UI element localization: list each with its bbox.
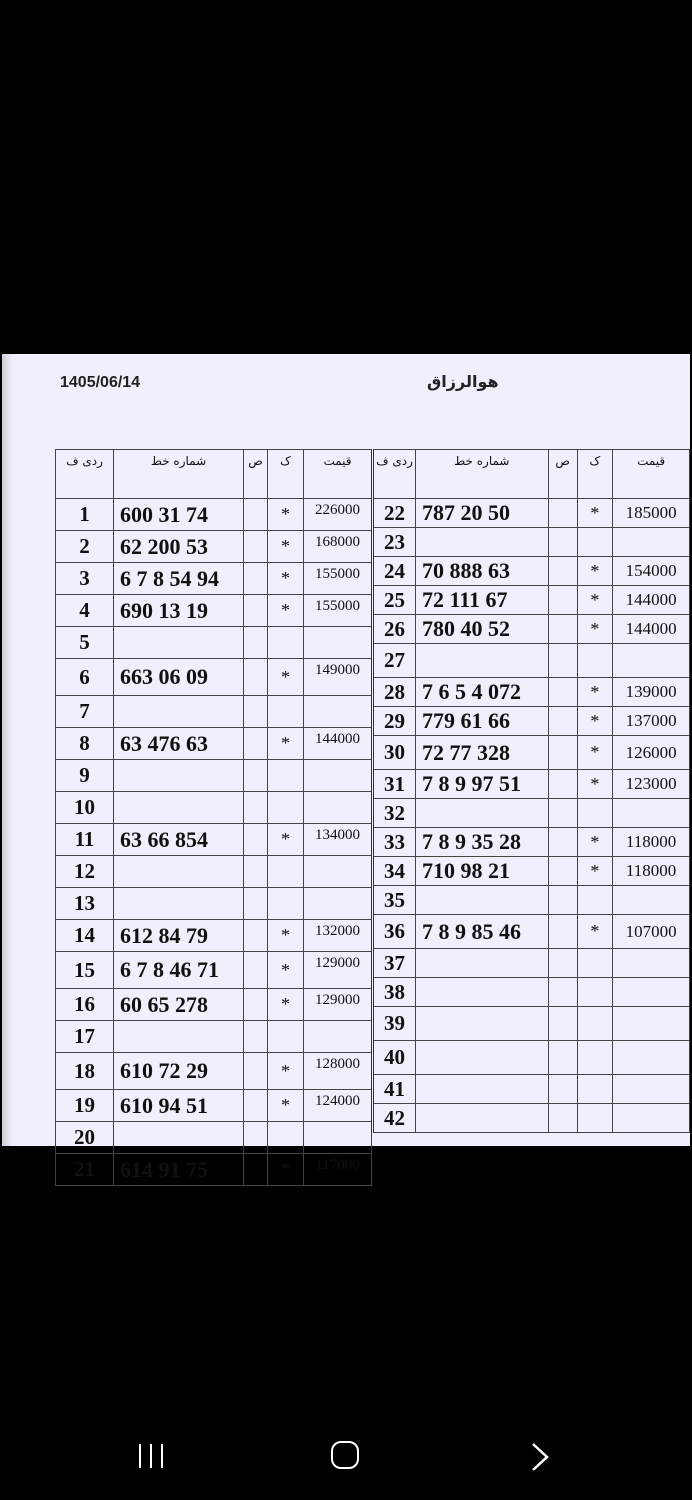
availability-mark [577, 1041, 613, 1075]
availability-mark [577, 978, 613, 1007]
table-row [373, 978, 690, 1007]
cell-s [244, 920, 268, 952]
paper-edge [2, 354, 12, 1146]
availability-mark [268, 792, 304, 824]
table-row [373, 736, 690, 770]
line-number: 610 72 29 [114, 1053, 244, 1090]
availability-mark: * [577, 828, 613, 857]
price-cell [613, 1007, 690, 1041]
price-cell: 129000 [304, 952, 372, 989]
price-cell: 149000 [304, 659, 372, 696]
availability-mark: * [577, 678, 613, 707]
system-navigation-bar [0, 1410, 692, 1500]
price-cell [304, 760, 372, 792]
line-number [415, 949, 548, 978]
line-number [415, 1007, 548, 1041]
table-row [373, 857, 690, 886]
cell-s [548, 799, 577, 828]
price-cell: 139000 [613, 678, 690, 707]
table-row [373, 707, 690, 736]
row-number: 12 [56, 856, 114, 888]
line-number: 7 8 9 97 51 [415, 770, 548, 799]
row-number: 20 [56, 1122, 114, 1154]
cell-s [244, 659, 268, 696]
row-number: 31 [373, 770, 416, 799]
price-cell: 168000 [304, 531, 372, 563]
availability-mark: * [268, 952, 304, 989]
line-number [415, 978, 548, 1007]
price-cell [304, 1021, 372, 1053]
availability-mark: * [268, 563, 304, 595]
price-cell [304, 1122, 372, 1154]
line-number: 7 6 5 4 072 [415, 678, 548, 707]
availability-mark [268, 760, 304, 792]
line-number: 70 888 63 [415, 557, 548, 586]
line-number: 779 61 66 [415, 707, 548, 736]
cell-s [244, 760, 268, 792]
table-header-row [56, 450, 372, 499]
table-row [373, 1041, 690, 1075]
availability-mark: * [268, 499, 304, 531]
header-k: ک [577, 450, 613, 499]
price-cell [613, 1075, 690, 1104]
cell-s [244, 531, 268, 563]
table-row [373, 1007, 690, 1041]
cell-s [244, 595, 268, 627]
availability-mark [577, 886, 613, 915]
table-row [56, 563, 372, 595]
row-number: 41 [373, 1075, 416, 1104]
cell-s [548, 857, 577, 886]
table-row [56, 659, 372, 696]
availability-mark: * [577, 557, 613, 586]
row-number: 42 [373, 1104, 416, 1133]
cell-s [244, 952, 268, 989]
cell-s [244, 989, 268, 1021]
availability-mark: * [577, 857, 613, 886]
availability-mark: * [268, 920, 304, 952]
price-cell [613, 1041, 690, 1075]
table-row [373, 499, 690, 528]
table-row [56, 595, 372, 627]
header-s: ص [548, 450, 577, 499]
row-number: 6 [56, 659, 114, 696]
row-number: 32 [373, 799, 416, 828]
price-cell: 107000 [613, 915, 690, 949]
row-number: 28 [373, 678, 416, 707]
line-number [114, 696, 244, 728]
row-number: 26 [373, 615, 416, 644]
cell-s [548, 736, 577, 770]
line-number: 787 20 50 [415, 499, 548, 528]
price-cell [613, 1104, 690, 1133]
price-cell: 126000 [613, 736, 690, 770]
cell-s [548, 707, 577, 736]
row-number: 40 [373, 1041, 416, 1075]
price-cell [613, 644, 690, 678]
table-row [56, 1021, 372, 1053]
row-number: 36 [373, 915, 416, 949]
header-row-number: ردی ف [373, 450, 416, 499]
availability-mark: * [268, 659, 304, 696]
document-date: 1405/06/14 [60, 374, 141, 391]
table-row [56, 1122, 372, 1154]
cell-s [244, 499, 268, 531]
cell-s [548, 770, 577, 799]
line-number [114, 760, 244, 792]
cell-s [548, 615, 577, 644]
row-number: 17 [56, 1021, 114, 1053]
availability-mark: * [268, 595, 304, 627]
availability-mark: * [268, 728, 304, 760]
availability-mark: * [268, 989, 304, 1021]
line-number [415, 1041, 548, 1075]
row-number: 10 [56, 792, 114, 824]
availability-mark [268, 1122, 304, 1154]
header-price: قیمت [613, 450, 690, 499]
table-row [373, 949, 690, 978]
line-number [415, 886, 548, 915]
cell-s [244, 792, 268, 824]
row-number: 22 [373, 499, 416, 528]
price-cell: 155000 [304, 595, 372, 627]
table-row [56, 1154, 372, 1186]
cell-s [548, 557, 577, 586]
table-row [56, 952, 372, 989]
home-icon[interactable] [331, 1441, 359, 1469]
table-row [56, 888, 372, 920]
cell-s [548, 499, 577, 528]
row-number: 16 [56, 989, 114, 1021]
line-number: 690 13 19 [114, 595, 244, 627]
row-number: 30 [373, 736, 416, 770]
table-row [373, 1104, 690, 1133]
table-row [373, 828, 690, 857]
price-cell: 226000 [304, 499, 372, 531]
line-number: 612 84 79 [114, 920, 244, 952]
cell-s [548, 586, 577, 615]
table-row [56, 989, 372, 1021]
cell-s [244, 563, 268, 595]
row-number: 7 [56, 696, 114, 728]
availability-mark [577, 1104, 613, 1133]
price-cell: 137000 [613, 707, 690, 736]
line-number: 63 66 854 [114, 824, 244, 856]
table-row [56, 728, 372, 760]
row-number: 14 [56, 920, 114, 952]
availability-mark: * [577, 499, 613, 528]
availability-mark: * [268, 824, 304, 856]
availability-mark: * [268, 1090, 304, 1122]
row-number: 21 [56, 1154, 114, 1186]
line-number [415, 1075, 548, 1104]
table-row [56, 856, 372, 888]
row-number: 24 [373, 557, 416, 586]
availability-mark: * [577, 915, 613, 949]
line-number [114, 627, 244, 659]
availability-mark [577, 799, 613, 828]
table-row [56, 920, 372, 952]
price-cell [613, 949, 690, 978]
price-cell: 117000 [304, 1154, 372, 1186]
table-row [56, 1053, 372, 1090]
price-cell [304, 627, 372, 659]
availability-mark: * [268, 1154, 304, 1186]
row-number: 5 [56, 627, 114, 659]
table-row [56, 1090, 372, 1122]
row-number: 23 [373, 528, 416, 557]
row-number: 38 [373, 978, 416, 1007]
row-number: 4 [56, 595, 114, 627]
price-cell: 154000 [613, 557, 690, 586]
row-number: 35 [373, 886, 416, 915]
availability-mark [268, 627, 304, 659]
row-number: 18 [56, 1053, 114, 1090]
line-number: 780 40 52 [415, 615, 548, 644]
table-row [373, 770, 690, 799]
header-line-number: شماره خط [114, 450, 244, 499]
table-row [56, 792, 372, 824]
line-number: 7 8 9 35 28 [415, 828, 548, 857]
availability-mark [268, 888, 304, 920]
price-cell: 144000 [613, 586, 690, 615]
table-row [373, 799, 690, 828]
line-number: 663 06 09 [114, 659, 244, 696]
line-number [114, 1021, 244, 1053]
availability-mark [577, 1075, 613, 1104]
price-cell [613, 799, 690, 828]
availability-mark [577, 644, 613, 678]
cell-s [548, 886, 577, 915]
table-row [56, 531, 372, 563]
line-number [114, 1122, 244, 1154]
availability-mark: * [577, 707, 613, 736]
row-number: 1 [56, 499, 114, 531]
document-heading: هوالرزاق [427, 372, 499, 391]
line-number [415, 644, 548, 678]
cell-s [244, 824, 268, 856]
row-number: 13 [56, 888, 114, 920]
cell-s [548, 1104, 577, 1133]
availability-mark [577, 949, 613, 978]
cell-s [548, 978, 577, 1007]
table-row [373, 886, 690, 915]
cell-s [548, 678, 577, 707]
line-number [415, 799, 548, 828]
row-number: 27 [373, 644, 416, 678]
availability-mark: * [268, 531, 304, 563]
line-number: 72 111 67 [415, 586, 548, 615]
row-number: 11 [56, 824, 114, 856]
row-number: 39 [373, 1007, 416, 1041]
price-cell [304, 856, 372, 888]
line-number: 62 200 53 [114, 531, 244, 563]
table-row [373, 1075, 690, 1104]
availability-mark [577, 1007, 613, 1041]
cell-s [244, 696, 268, 728]
line-number: 63 476 63 [114, 728, 244, 760]
cell-s [244, 728, 268, 760]
table-header-row [373, 450, 690, 499]
cell-s [244, 888, 268, 920]
row-number: 33 [373, 828, 416, 857]
cell-s [244, 1154, 268, 1186]
cell-s [548, 828, 577, 857]
price-table-left [55, 449, 372, 1186]
table-row [373, 528, 690, 557]
line-number [415, 528, 548, 557]
cell-s [548, 949, 577, 978]
price-cell: 123000 [613, 770, 690, 799]
cell-s [244, 1122, 268, 1154]
price-cell: 144000 [613, 615, 690, 644]
availability-mark [268, 696, 304, 728]
availability-mark [268, 856, 304, 888]
recent-apps-icon[interactable] [137, 1444, 167, 1468]
availability-mark: * [268, 1053, 304, 1090]
line-number: 6 7 8 54 94 [114, 563, 244, 595]
row-number: 34 [373, 857, 416, 886]
back-icon[interactable] [528, 1442, 552, 1472]
price-cell [304, 792, 372, 824]
availability-mark: * [577, 770, 613, 799]
line-number: 72 77 328 [415, 736, 548, 770]
header-row-number: ردی ف [56, 450, 114, 499]
price-cell: 128000 [304, 1053, 372, 1090]
cell-s [244, 856, 268, 888]
table-row [373, 557, 690, 586]
table-row [56, 824, 372, 856]
cell-s [548, 1041, 577, 1075]
price-cell [613, 528, 690, 557]
price-cell: 132000 [304, 920, 372, 952]
availability-mark [577, 528, 613, 557]
cell-s [548, 915, 577, 949]
availability-mark: * [577, 736, 613, 770]
line-number: 710 98 21 [415, 857, 548, 886]
table-row [373, 615, 690, 644]
cell-s [244, 1053, 268, 1090]
table-row [56, 696, 372, 728]
table-row [373, 644, 690, 678]
price-cell [304, 696, 372, 728]
row-number: 25 [373, 586, 416, 615]
cell-s [548, 1007, 577, 1041]
price-cell [613, 886, 690, 915]
header-line-number: شماره خط [415, 450, 548, 499]
row-number: 37 [373, 949, 416, 978]
row-number: 3 [56, 563, 114, 595]
availability-mark: * [577, 615, 613, 644]
header-price: قیمت [304, 450, 372, 499]
price-cell [613, 978, 690, 1007]
document-image [2, 354, 690, 1182]
line-number: 60 65 278 [114, 989, 244, 1021]
price-cell [304, 888, 372, 920]
table-row [373, 586, 690, 615]
price-table-right [371, 449, 690, 1133]
cell-s [244, 627, 268, 659]
row-number: 29 [373, 707, 416, 736]
header-s: ص [244, 450, 268, 499]
row-number: 9 [56, 760, 114, 792]
cell-s [244, 1090, 268, 1122]
cell-s [548, 644, 577, 678]
row-number: 8 [56, 728, 114, 760]
line-number: 610 94 51 [114, 1090, 244, 1122]
row-number: 19 [56, 1090, 114, 1122]
line-number [114, 888, 244, 920]
availability-mark [268, 1021, 304, 1053]
header-k: ک [268, 450, 304, 499]
price-cell: 118000 [613, 857, 690, 886]
line-number [415, 1104, 548, 1133]
cell-s [548, 1075, 577, 1104]
table-row [373, 678, 690, 707]
price-cell: 129000 [304, 989, 372, 1021]
line-number: 7 8 9 85 46 [415, 915, 548, 949]
availability-mark: * [577, 586, 613, 615]
price-cell: 185000 [613, 499, 690, 528]
price-cell: 144000 [304, 728, 372, 760]
line-number [114, 792, 244, 824]
line-number: 614 91 75 [114, 1154, 244, 1186]
price-cell: 118000 [613, 828, 690, 857]
line-number [114, 856, 244, 888]
row-number: 2 [56, 531, 114, 563]
line-number: 600 31 74 [114, 499, 244, 531]
table-row [56, 499, 372, 531]
table-row [56, 760, 372, 792]
cell-s [244, 1021, 268, 1053]
price-cell: 124000 [304, 1090, 372, 1122]
cell-s [548, 528, 577, 557]
table-row [373, 915, 690, 949]
table-row [56, 627, 372, 659]
price-cell: 155000 [304, 563, 372, 595]
row-number: 15 [56, 952, 114, 989]
price-cell: 134000 [304, 824, 372, 856]
line-number: 6 7 8 46 71 [114, 952, 244, 989]
